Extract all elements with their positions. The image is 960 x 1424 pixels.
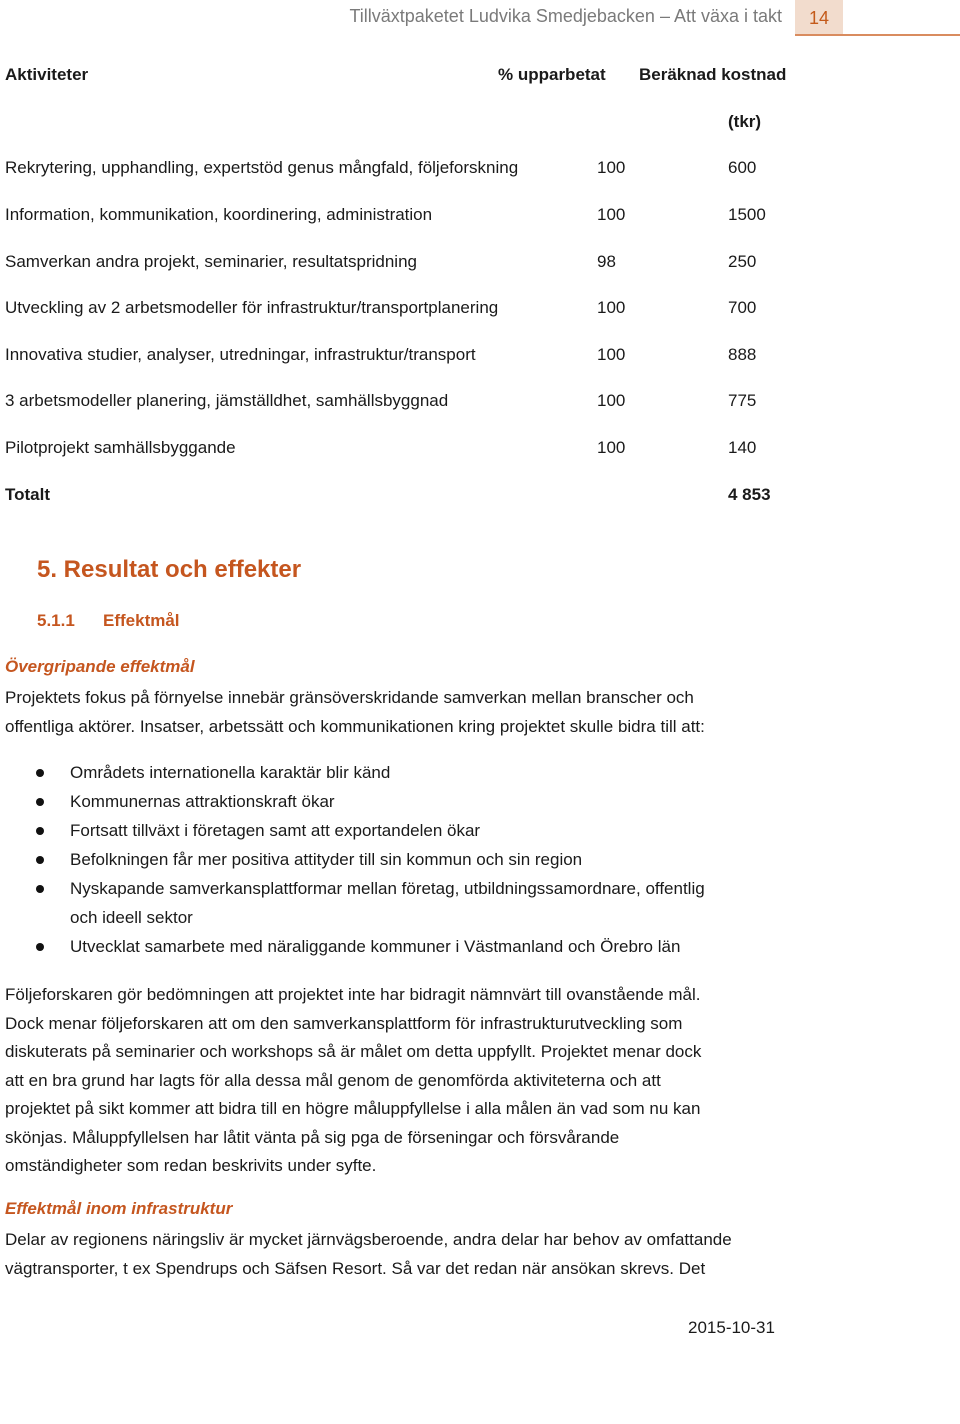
row-cost: 775: [728, 391, 757, 410]
intro-paragraph: [5, 684, 945, 741]
row-percent: 100: [597, 298, 626, 317]
footer-date: 2015-10-31: [688, 1318, 775, 1337]
column-header-cost-unit: (tkr): [728, 112, 762, 131]
total-value: 4 853: [728, 485, 771, 504]
paragraph-line: skönjas. Måluppfyllelsen har låtit vänta på sig pga de förseningar och försvårande: [5, 1127, 620, 1147]
list-item: Fortsatt tillväxt i företagen samt att exportandelen ökar: [0, 816, 900, 845]
row-activity: 3 arbetsmodeller planering, jämställdhet, samhällsbyggnad: [5, 391, 449, 410]
column-header-percent: % upparbetat: [498, 65, 606, 84]
list-item: Befolkningen får mer positiva attityder till sin kommun och sin region: [0, 845, 900, 874]
header-rule: [795, 34, 960, 36]
row-activity: Utveckling av 2 arbetsmodeller för infrastruktur/transportplanering: [5, 298, 499, 317]
infrastructure-paragraph: [5, 1226, 945, 1283]
subsection-number: 5.1.1: [37, 611, 75, 630]
row-activity: Pilotprojekt samhällsbyggande: [5, 438, 236, 457]
list-item: Nyskapande samverkansplattformar mellan företag, utbildningssamordnare, offentlig och ideell sektor: [0, 874, 900, 932]
row-cost: 700: [728, 298, 757, 317]
column-header-activity: Aktiviteter: [5, 65, 89, 84]
section-heading: 5. Resultat och effekter: [37, 556, 302, 583]
overall-goals-heading: Övergripande effektmål: [5, 657, 195, 676]
subsection-heading: [37, 611, 180, 631]
row-activity: Information, kommunikation, koordinering, administration: [5, 205, 433, 224]
paragraph-line: diskuterats på seminarier och workshops så är målet om detta uppfyllt. Projektet menar dock: [5, 1042, 702, 1061]
bullet-icon: [36, 885, 44, 893]
paragraph-line: Dock menar följeforskaren att om den samverkansplattform för infrastrukturutveckling som: [5, 1013, 683, 1033]
row-activity: Rekrytering, upphandling, expertstöd genus mångfald, följeforskning: [5, 158, 519, 177]
intro-line: offentliga aktörer. Insatser, arbetssätt och kommunikationen kring projektet skulle bidra till att:: [5, 716, 705, 736]
page-header: [0, 0, 960, 36]
total-label: Totalt: [5, 485, 51, 504]
row-cost: 140: [728, 438, 757, 457]
paragraph-line: Följeforskaren gör bedömningen att projektet inte har bidragit nämnvärt till ovanstående mål.: [5, 985, 701, 1004]
list-item: Utvecklat samarbete med näraliggande kommuner i Västmanland och Örebro län: [0, 932, 900, 961]
column-header-cost: Beräknad kostnad: [639, 65, 787, 84]
document-title: Tillväxtpaketet Ludvika Smedjebacken – Att växa i takt: [349, 6, 782, 26]
list-item: Områdets internationella karaktär blir känd: [0, 758, 900, 787]
bullet-icon: [36, 827, 44, 835]
row-activity: Innovativa studier, analyser, utredningar, infrastruktur/transport: [5, 345, 476, 364]
bullet-icon: [36, 856, 44, 864]
bullet-icon: [36, 798, 44, 806]
row-percent: 100: [597, 158, 626, 177]
subsection-title: Effektmål: [103, 611, 180, 630]
paragraph-line: Delar av regionens näringsliv är mycket järnvägsberoende, andra delar har behov av omfattande: [5, 1230, 732, 1249]
row-cost: 250: [728, 252, 757, 271]
row-cost: 600: [728, 158, 757, 177]
intro-line: Projektets fokus på förnyelse innebär gränsöverskridande samverkan mellan branscher och: [5, 688, 694, 707]
row-percent: 100: [597, 391, 626, 410]
bullet-icon: [36, 769, 44, 777]
row-cost: 888: [728, 345, 757, 364]
row-percent: 100: [597, 345, 626, 364]
row-percent: 98: [597, 252, 616, 271]
assessment-paragraph: [5, 981, 945, 1181]
page-number: 14: [795, 0, 843, 34]
goals-list: [0, 758, 900, 961]
row-percent: 100: [597, 438, 626, 457]
paragraph-line: projektet på sikt kommer att bidra till en högre måluppfyllelse i alla målen än vad som nu kan: [5, 1099, 701, 1118]
paragraph-line: att en bra grund har lagts för alla dessa mål genom de genomförda aktiviteterna och att: [5, 1070, 661, 1090]
paragraph-line: omständigheter som redan beskrivits under syfte.: [5, 1156, 377, 1175]
list-item: Kommunernas attraktionskraft ökar: [0, 787, 900, 816]
infrastructure-goals-heading: Effektmål inom infrastruktur: [5, 1199, 233, 1218]
row-cost: 1500: [728, 205, 766, 224]
paragraph-line: vägtransporter, t ex Spendrups och Säfsen Resort. Så var det redan när ansökan skrevs. Det: [5, 1258, 706, 1278]
row-percent: 100: [597, 205, 626, 224]
row-activity: Samverkan andra projekt, seminarier, resultatspridning: [5, 252, 417, 271]
bullet-icon: [36, 943, 44, 951]
